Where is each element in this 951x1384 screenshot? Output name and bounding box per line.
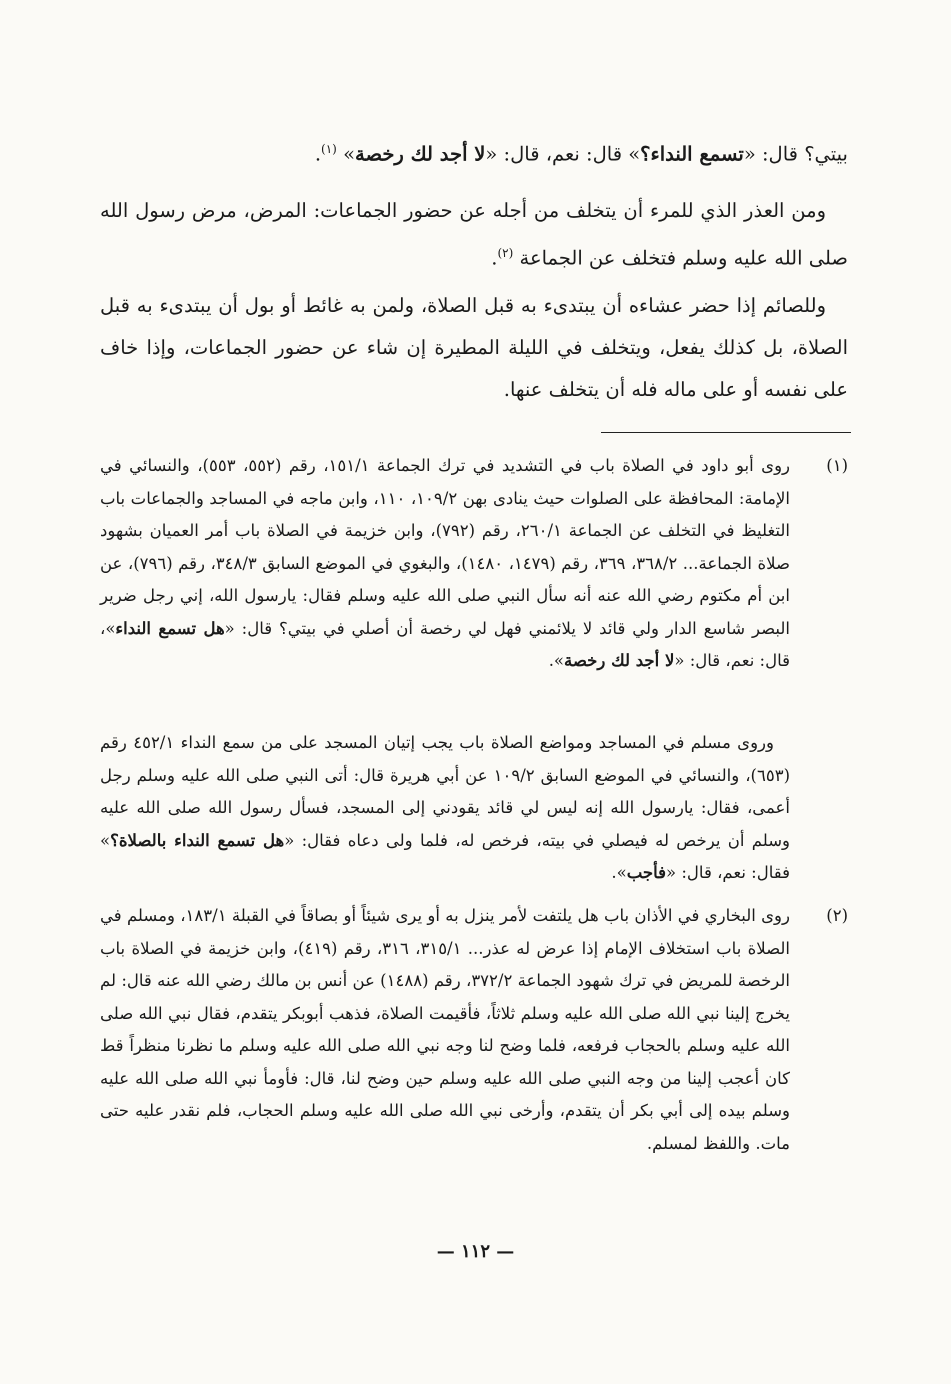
footnote-2-text: روى البخاري في الأذان باب هل يلتفت لأمر ينزل به أو يرى شيئاً أو بصاقاً في القبلة ١٨٣/١، ومسلم في الصلاة باب استخلاف الإمام إذا عرض له عذر... ٣١٥/١، ٣١٦، رقم (٤١٩)، وابن خزيمة في الصلاة باب الرخصة للمريض في ترك شهود الجماعة ٣٧٢/٢، رقم (١٤٨٨) عن أنس بن مالك رضي الله عنه قال: لم يخرج إلينا نبي الله صلى الله عليه وسلم ثلاثاً، فأقيمت الصلاة، فذهب أبوبكر يتقدم، فقال نبي الله صلى الله عليه وسلم بالحجاب فرفعه، فلما وضح لنا وجه نبي الله صلى الله عليه وسلم ما نظرنا منظراً قط كان أعجب إلينا من وجه النبي صلى الله عليه وسلم حين وضح لنا، قال: فأومأ نبي الله صلى الله عليه وسلم بيده إلى أبي بكر أن يتقدم، وأرخى نبي الله صلى الله عليه وسلم الحجاب، فلم نقدر عليه حتى مات. واللفظ لمسلم. [100,906,790,1153]
footnote-ref-2: (٢) [497,246,514,260]
footnote-1-cont-end: ». [611,863,627,882]
p2-text: ومن العذر الذي للمرء أن يتخلف من أجله عن حضور الجماعات: المرض، مرض رسول الله صلى الله عليه وسلم فتخلف عن الجماعة [100,199,848,270]
p2-end: . [491,246,498,270]
p1-prefix: بيتي؟ قال: « [743,142,848,166]
p1-middle: » قال: نعم، قال: « [485,142,641,166]
p1-suffix: » [343,142,355,166]
footnote-1 [100,450,848,678]
footnote-number-1: (١) [826,456,848,475]
footnote-separator [601,432,851,433]
footnote-1-bold-1: هل تسمع النداء [115,618,225,638]
footnote-1-text: روى أبو داود في الصلاة باب في التشديد في ترك الجماعة ١٥١/١، رقم (٥٥٢، ٥٥٣)، والنسائي في الإمامة: المحافظة على الصلوات حيث ينادى بهن ١٠٩/٢، ١١٠، وابن ماجه في المساجد والجماعات باب التغليظ في التخلف عن الجماعة ٢٦٠/١، رقم (٧٩٢)، وابن خزيمة في الصلاة باب أمر العميان بشهود صلاة الجماعة... ٣٦٨/٢، ٣٦٩، رقم (١٤٧٩، ١٤٨٠)، والبغوي في الموضع السابق ٣٤٨/٣، رقم (٧٩٦)، عن ابن أم مكتوم رضي الله عنه أنه سأل النبي صلى الله عليه وسلم فقال: يارسول الله، إني رجل ضرير البصر شاسع الدار ولي قائد لا يلائمني فهل لي رخصة أن أصلي في بيتي؟ قال: « [100,456,791,638]
p3-text: وللصائم إذا حضر عشاءه أن يبتدىء به قبل الصلاة، ولمن به غائط أو بول أن يبتدىء به قبل الصلاة، بل كذلك يفعل، ويتخلف في الليلة المطيرة إن شاء عن حضور الجماعات، وإذا خاف على نفسه أو على ماله فله أن يتخلف عنها. [100,294,848,401]
footnote-1-cont-mid: » فقال: نعم، قال: « [100,830,790,882]
footnote-number-2: (٢) [826,906,848,925]
paragraph-illness [100,190,848,280]
p1-end: . [314,142,322,166]
footnote-1-bold-2: لا أجد لك رخصة [564,651,675,670]
footnote-2 [100,900,848,1160]
footnote-1-mid: »، قال: نعم، قال: « [100,618,790,670]
footnote-1-continuation [100,727,848,890]
paragraph-continuation [100,128,848,176]
footnote-1-end: ». [548,651,565,670]
footnote-ref-1: (١) [321,142,337,156]
p1-quote-2: لا أجد لك رخصة [355,142,486,166]
footnote-1-cont-bold-2: فأجب [626,863,667,882]
footnote-1-cont-text: وروى مسلم في المساجد ومواضع الصلاة باب يجب إتيان المسجد على من سمع النداء ٤٥٢/١ رقم (٦٥٣)، والنسائي في الموضع السابق ١٠٩/٢ عن أبي هريرة قال: أتى النبي صلى الله عليه وسلم رجل أعمى، فقال: يارسول الله إنه ليس لي قائد يقودني إلى المسجد، فسأل رسول الله صلى الله عليه وسلم أن يرخص له فيصلي في بيته، فرخص له، فلما ولى دعاه فقال: « [100,733,790,850]
paragraph-fasting [100,285,848,411]
footnote-1-cont-bold-1: هل تسمع النداء بالصلاة؟ [110,830,285,850]
p1-quote-1: تسمع النداء؟ [640,142,744,166]
page-number: — ١١٢ — [436,1241,515,1262]
